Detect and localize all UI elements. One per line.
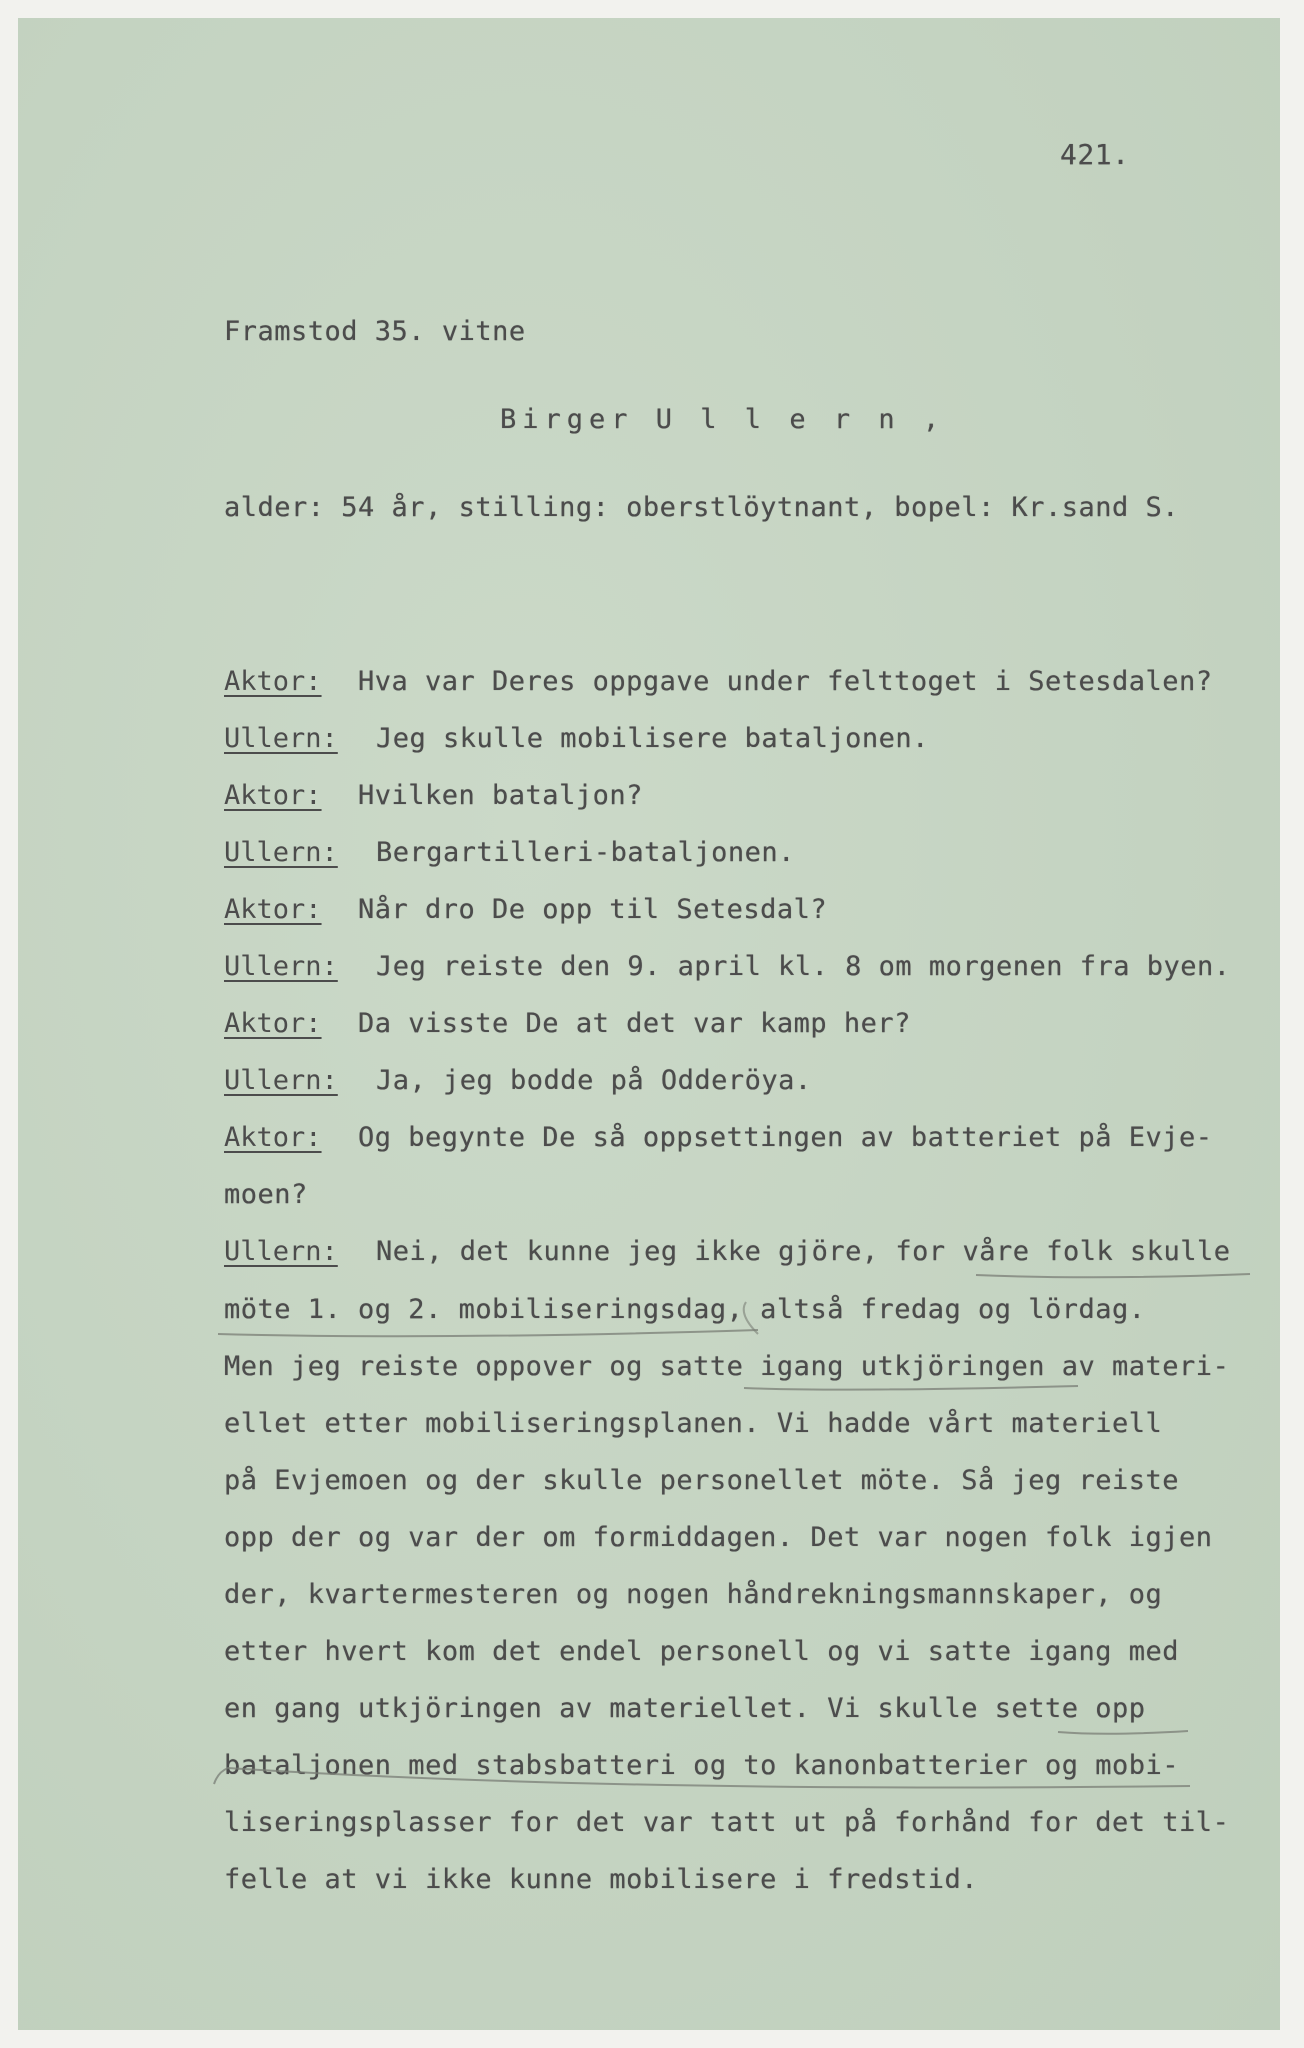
dialogue-text: Ja, jeg bodde på Odderöya.	[376, 1065, 812, 1096]
speaker-label: Ullern:	[224, 1065, 338, 1096]
witness-details: alder: 54 år, stilling: oberstlöytnant, bopel: Kr.sand S.	[224, 492, 1180, 523]
speaker-label: Aktor:	[224, 1122, 322, 1153]
body-line: der, kvartermesteren og nogen håndrekningsmannskaper, og	[224, 1579, 1163, 1610]
speaker-label: Ullern:	[224, 1236, 338, 1267]
body-line: bataljonen med stabsbatteri og to kanonbatterier og mobi-	[224, 1750, 1180, 1781]
dialogue-text: Hva var Deres oppgave under felttoget i Setesdalen?	[358, 666, 1213, 697]
page-number: 421.	[1060, 138, 1130, 171]
speaker-label: Aktor:	[224, 780, 322, 811]
dialogue-text: moen?	[224, 1179, 308, 1210]
body-line: möte 1. og 2. mobiliseringsdag, altså fredag og lördag.	[224, 1294, 1146, 1325]
speaker-label: Aktor:	[224, 894, 322, 925]
body-line: felle at vi ikke kunne mobilisere i fredstid.	[224, 1864, 978, 1895]
body-line: liseringsplasser for det var tatt ut på forhånd for det til-	[224, 1807, 1230, 1838]
body-line: Men jeg reiste oppover og satte igang utkjöringen av materi-	[224, 1351, 1230, 1382]
witness-intro: Framstod 35. vitne	[224, 316, 526, 347]
witness-name: Birger U l l e r n ,	[500, 404, 946, 435]
dialogue-text: Og begynte De så oppsettingen av batteriet på Evje-	[358, 1122, 1213, 1153]
dialogue-text: Jeg reiste den 9. april kl. 8 om morgenen fra byen.	[376, 951, 1231, 982]
body-line: ellet etter mobiliseringsplanen. Vi hadde vårt materiell	[224, 1408, 1163, 1439]
speaker-label: Aktor:	[224, 1008, 322, 1039]
body-line: etter hvert kom det endel personell og vi satte igang med	[224, 1636, 1180, 1667]
document-page	[18, 18, 1280, 2030]
body-line: en gang utkjöringen av materiellet. Vi skulle sette opp	[224, 1693, 1146, 1724]
dialogue-text: Jeg skulle mobilisere bataljonen.	[376, 723, 929, 754]
body-line: på Evjemoen og der skulle personellet möte. Så jeg reiste	[224, 1465, 1180, 1496]
dialogue-text: Da visste De at det var kamp her?	[358, 1008, 911, 1039]
speaker-label: Ullern:	[224, 951, 338, 982]
dialogue-text: Når dro De opp til Setesdal?	[358, 894, 828, 925]
speaker-label: Ullern:	[224, 723, 338, 754]
speaker-label: Ullern:	[224, 837, 338, 868]
dialogue-text: Bergartilleri-bataljonen.	[376, 837, 795, 868]
pencil-underline	[18, 18, 1280, 2030]
dialogue-text: Hvilken bataljon?	[358, 780, 643, 811]
speaker-label: Aktor:	[224, 666, 322, 697]
dialogue-text: Nei, det kunne jeg ikke gjöre, for våre folk skulle	[376, 1236, 1231, 1267]
body-line: opp der og var der om formiddagen. Det var nogen folk igjen	[224, 1522, 1213, 1553]
